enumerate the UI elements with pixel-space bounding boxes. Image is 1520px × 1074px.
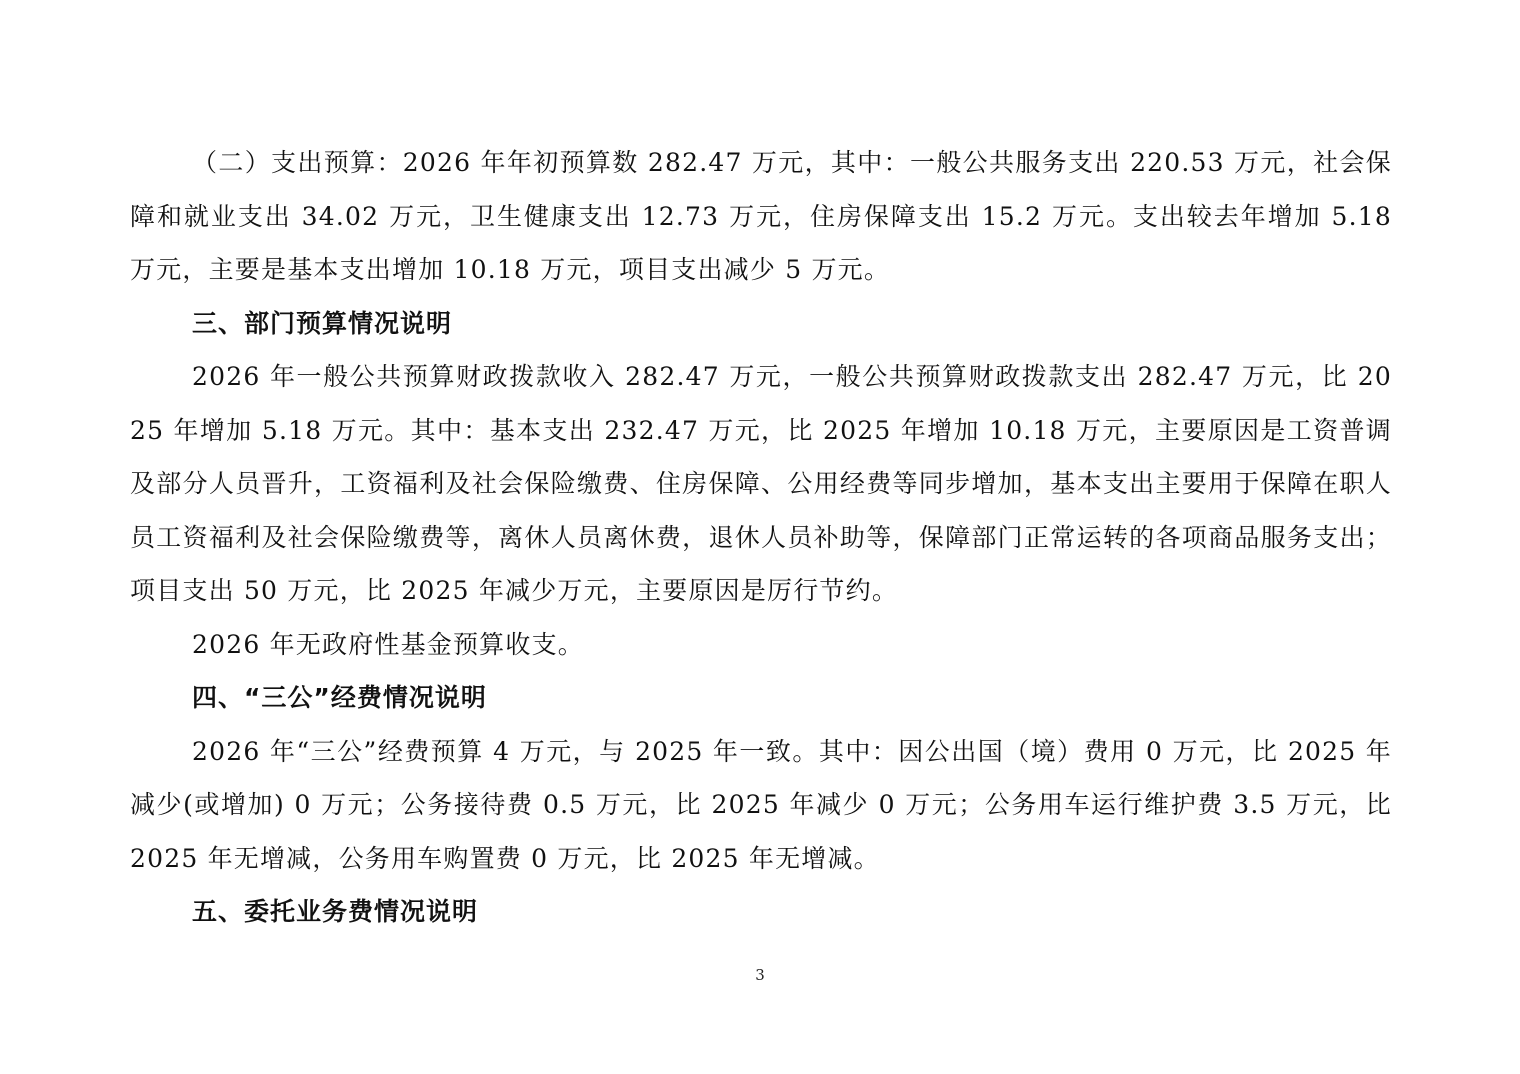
section-heading-three-public-expenses: 四、“三公”经费情况说明 [192, 683, 487, 712]
government-fund-paragraph: 2026 年无政府性基金预算收支。 [192, 629, 584, 659]
department-budget-paragraph: 2026 年一般公共预算财政拨款收入 282.47 万元，一般公共预算财政拨款支出 282.47 万元，比 2025 年增加 5.18 万元。其中：基本支出 232.47 万元，比 2025 年增加 10.18 万元，主要原因是工资普调及部分人员晋升，工资福利及社会保险缴费、住房保障、公用经费等同步增加，基本支出主要用于保障在职人员工资福利及社会保险缴费等，离休人员离休费，退休人员补助等，保障部门正常运转的各项商品服务支出；项目支出 50 万元，比 2025 年减少万元，主要原因是厉行节约。 [130, 362, 1392, 605]
three-public-expenses-paragraph: 2026 年“三公”经费预算 4 万元，与 2025 年一致。其中：因公出国（境）费用 0 万元，比 2025 年减少(或增加) 0 万元；公务接待费 0.5 万元，比 2025 年减少 0 万元；公务用车运行维护费 3.5 万元，比 2025 年无增减，公务用车购置费 0 万元，比 2025 年无增减。 [130, 736, 1392, 873]
page-number: 3 [755, 966, 765, 984]
section-heading-entrusted-business-fee: 五、委托业务费情况说明 [192, 897, 479, 926]
document-body [130, 136, 1392, 939]
expenditure-budget-paragraph: （二）支出预算：2026 年年初预算数 282.47 万元，其中：一般公共服务支出 220.53 万元，社会保障和就业支出 34.02 万元，卫生健康支出 12.73 万元，住房保障支出 15.2 万元。支出较去年增加 5.18 万元，主要是基本支出增加 10.18 万元，项目支出减少 5 万元。 [130, 148, 1392, 284]
section-heading-department-budget: 三、部门预算情况说明 [192, 308, 453, 338]
